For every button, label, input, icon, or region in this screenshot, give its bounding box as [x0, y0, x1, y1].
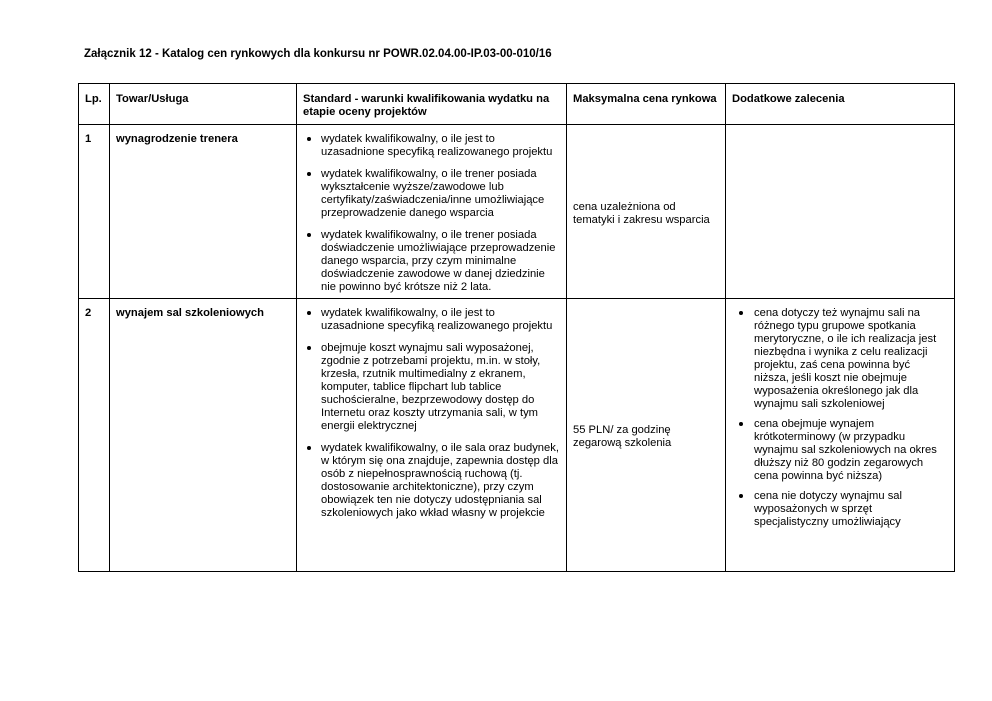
- max-price: cena uzależniona od tematyki i zakresu wsparcia: [567, 125, 726, 299]
- header-lp: Lp.: [79, 84, 110, 125]
- recommendations-list: [732, 307, 948, 529]
- recommendations-cell: [726, 125, 955, 299]
- row-number: 1: [79, 125, 110, 299]
- document-title: Załącznik 12 - Katalog cen rynkowych dla konkursu nr POWR.02.04.00-IP.03-00-010/16: [84, 48, 552, 60]
- row-number: 2: [79, 299, 110, 572]
- item-name: wynajem sal szkoleniowych: [110, 299, 297, 572]
- table-row: [79, 299, 955, 572]
- list-item: wydatek kwalifikowalny, o ile sala oraz budynek, w którym się ona znajduje, zapewnia dostęp dla osób z niepełnosprawnością ruchową (tj. dostosowanie architektoniczne), przy czym obowiązek ten nie dotyczy udostępniania sal szkoleniowych jako wkład własny w projekcie: [303, 442, 560, 520]
- list-item: wydatek kwalifikowalny, o ile jest to uzasadnione specyfiką realizowanego projektu: [303, 133, 560, 159]
- list-item: cena nie dotyczy wynajmu sal wyposażonych w sprzęt specjalistyczny umożliwiający: [732, 490, 948, 529]
- table-header-row: [79, 84, 955, 125]
- header-recommendations: Dodatkowe zalecenia: [726, 84, 955, 125]
- list-item: cena dotyczy też wynajmu sali na różnego typu grupowe spotkania merytoryczne, o ile ich realizacja jest niezbędna i wynika z celu realizacji projektu, zaś cena powinna być niższa, jeśli koszt nie obejmuje wyposażenia określonego jak dla wynajmu sali szkoleniowej: [732, 307, 948, 411]
- item-name: wynagrodzenie trenera: [110, 125, 297, 299]
- price-catalog-table: [78, 83, 955, 572]
- standard-list: [303, 307, 560, 520]
- list-item: cena obejmuje wynajem krótkoterminowy (w przypadku wynajmu sal szkoleniowych na okres dłuższy niż 80 godzin zegarowych cena powinna być niższa): [732, 418, 948, 483]
- max-price: 55 PLN/ za godzinę zegarową szkolenia: [567, 299, 726, 572]
- list-item: wydatek kwalifikowalny, o ile trener posiada wykształcenie wyższe/zawodowe lub certyfikaty/zaświadczenia/inne umożliwiające przeprowadzenie danego wsparcia: [303, 168, 560, 220]
- standard-cell: [297, 299, 567, 572]
- standard-cell: [297, 125, 567, 299]
- header-max-price: Maksymalna cena rynkowa: [567, 84, 726, 125]
- standard-list: [303, 133, 560, 294]
- header-standard: Standard - warunki kwalifikowania wydatku na etapie oceny projektów: [297, 84, 567, 125]
- table-row: [79, 125, 955, 299]
- list-item: obejmuje koszt wynajmu sali wyposażonej, zgodnie z potrzebami projektu, m.in. w stoły, krzesła, rzutnik multimedialny z ekranem, komputer, tablice flipchart lub tablice suchościeralne, bezprzewodowy dostęp do Internetu oraz koszty utrzymania sali, w tym energii elektrycznej: [303, 342, 560, 433]
- header-item: Towar/Usługa: [110, 84, 297, 125]
- list-item: wydatek kwalifikowalny, o ile trener posiada doświadczenie umożliwiające przeprowadzenie danego wsparcia, przy czym minimalne doświadczenie zawodowe w danej dziedzinie nie powinno być krótsze niż 2 lata.: [303, 229, 560, 294]
- list-item: wydatek kwalifikowalny, o ile jest to uzasadnione specyfiką realizowanego projektu: [303, 307, 560, 333]
- recommendations-cell: [726, 299, 955, 572]
